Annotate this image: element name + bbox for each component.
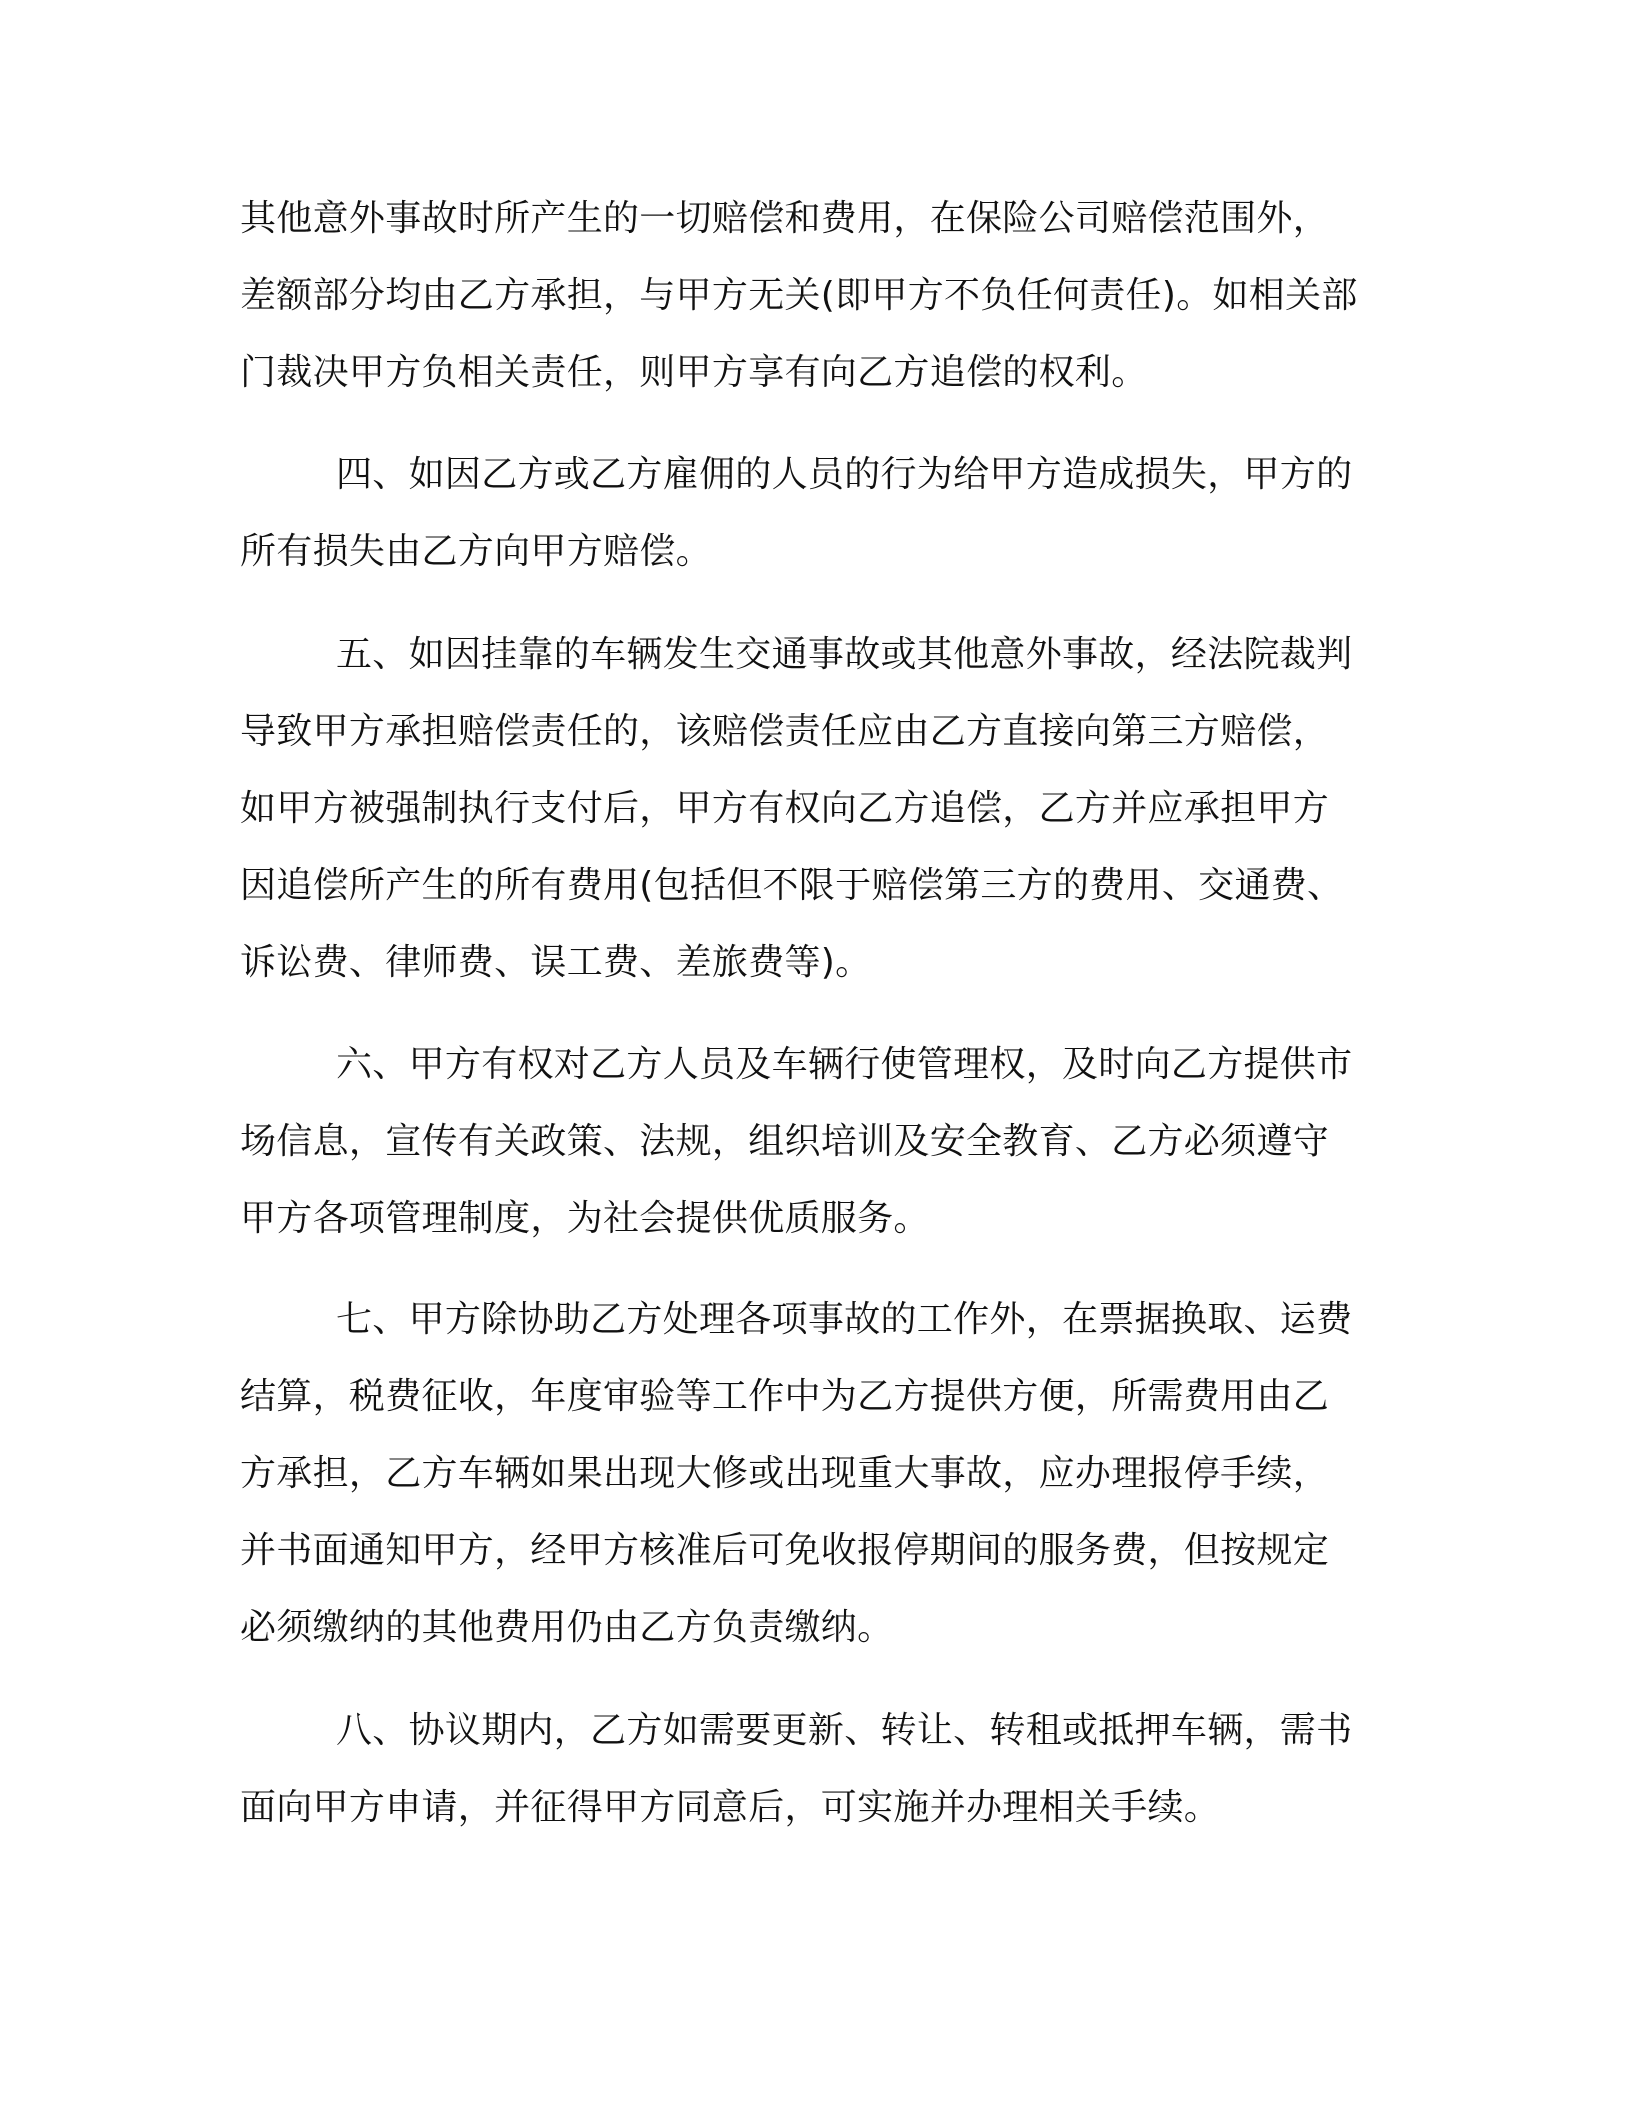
- text-line: 方承担，乙方车辆如果出现大修或出现重大事故，应办理报停手续，: [240, 1453, 1330, 1494]
- text-line: 六、甲方有权对乙方人员及车辆行使管理权，及时向乙方提供市: [336, 1044, 1353, 1085]
- text-line: 甲方各项管理制度，为社会提供优质服务。: [240, 1198, 930, 1239]
- paragraph-clause-five: [240, 616, 1380, 1001]
- paragraph-clause-seven: [240, 1281, 1380, 1666]
- text-line: 七、甲方除协助乙方处理各项事故的工作外，在票据换取、运费: [336, 1299, 1353, 1340]
- paragraph-clause-six: [240, 1026, 1380, 1257]
- paragraph-clause-eight: [240, 1692, 1380, 1846]
- text-line: 因追偿所产生的所有费用(包括但不限于赔偿第三方的费用、交通费、: [240, 865, 1344, 906]
- paragraph-continuation: [240, 180, 1380, 411]
- text-line: 必须缴纳的其他费用仍由乙方负责缴纳。: [240, 1607, 894, 1648]
- text-line: 其他意外事故时所产生的一切赔偿和费用，在保险公司赔偿范围外，: [240, 198, 1330, 239]
- text-line: 所有损失由乙方向甲方赔偿。: [240, 531, 712, 572]
- text-line: 八、协议期内，乙方如需要更新、转让、转租或抵押车辆，需书: [336, 1710, 1353, 1751]
- paragraph-clause-four: [240, 436, 1380, 590]
- text-line: 并书面通知甲方，经甲方核准后可免收报停期间的服务费，但按规定: [240, 1530, 1330, 1571]
- text-line: 五、如因挂靠的车辆发生交通事故或其他意外事故，经法院裁判: [336, 634, 1353, 675]
- text-line: 诉讼费、律师费、误工费、差旅费等)。: [240, 942, 872, 983]
- text-line: 差额部分均由乙方承担，与甲方无关(即甲方不负任何责任)。如相关部: [240, 275, 1358, 316]
- text-line: 导致甲方承担赔偿责任的，该赔偿责任应由乙方直接向第三方赔偿，: [240, 711, 1330, 752]
- text-line: 结算，税费征收，年度审验等工作中为乙方提供方便，所需费用由乙: [240, 1376, 1330, 1417]
- text-line: 四、如因乙方或乙方雇佣的人员的行为给甲方造成损失，甲方的: [336, 454, 1353, 495]
- text-line: 面向甲方申请，并征得甲方同意后，可实施并办理相关手续。: [240, 1787, 1221, 1828]
- text-line: 门裁决甲方负相关责任，则甲方享有向乙方追偿的权利。: [240, 352, 1148, 393]
- text-line: 场信息，宣传有关政策、法规，组织培训及安全教育、乙方必须遵守: [240, 1121, 1330, 1162]
- text-line: 如甲方被强制执行支付后，甲方有权向乙方追偿，乙方并应承担甲方: [240, 788, 1330, 829]
